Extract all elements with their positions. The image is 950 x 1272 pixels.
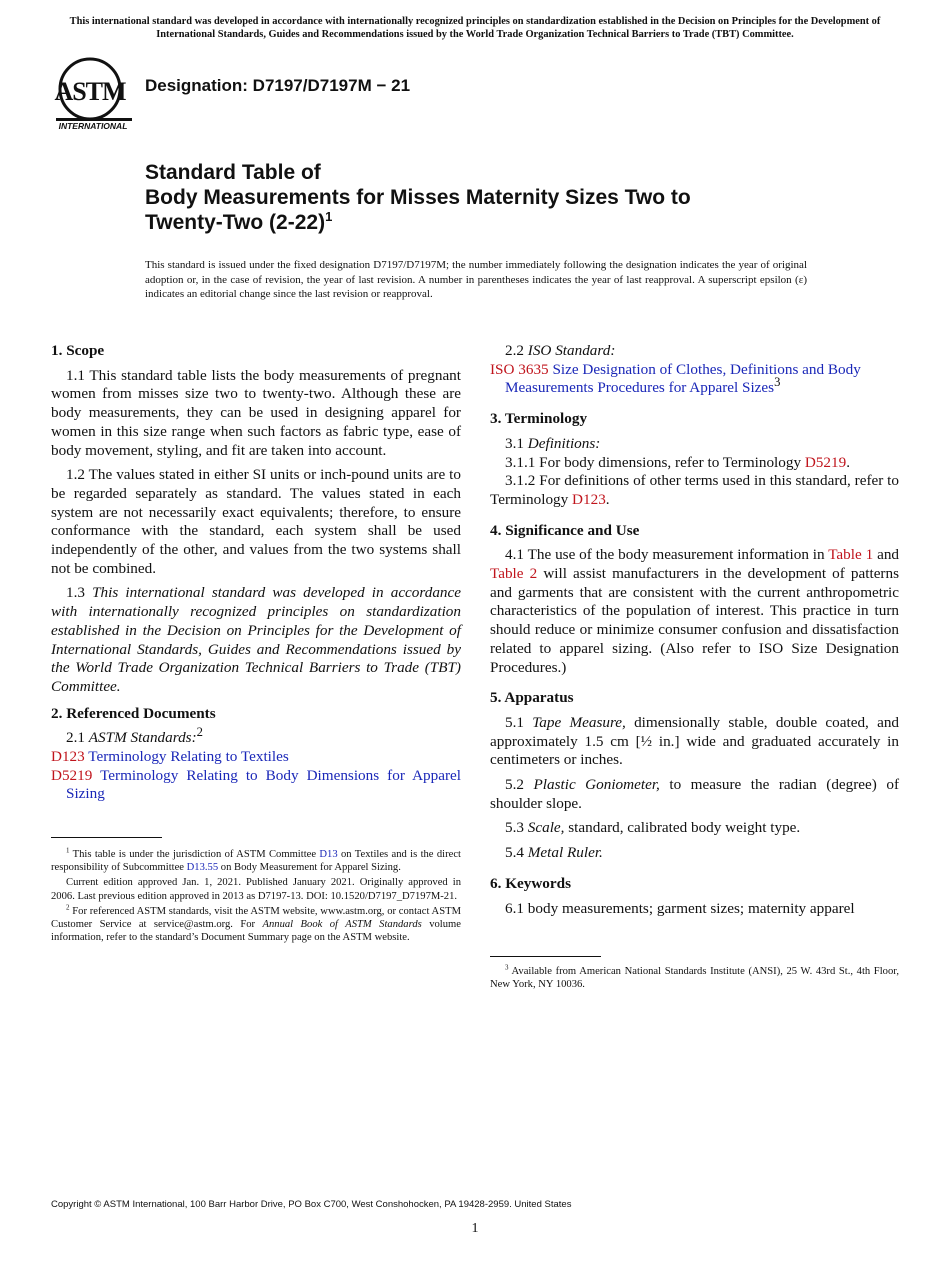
footnote-2: $^2$ For referenced ASTM standards, visit the ASTM website, www.astm.org, or contact ASTM Customer Service at service@astm.org. For Annual Book of ASTM Standards volume information, refer to the standard’s Document Summary page on the ASTM website. xyxy=(51,903,461,944)
link-table-2[interactable]: Table 2 xyxy=(490,565,538,583)
section-heading-significance: 4. Significance and Use xyxy=(490,521,640,539)
footnote-1: $^1$ This table is under the jurisdiction of ASTM Committee D13 on Textiles and is the direct responsibility of Subcommittee D13.55 on Body Measurement for Apparel Sizing. xyxy=(51,846,461,874)
paragraph-4-1: 4.1 The use of the body measurement information in Table 1 and Table 2 will assist manufacturers in the development of patterns and garments that are consistent with the current anthropometric characteristics of the population of interest. This practice in turn should reduce or minimize consumer confusion and dissatisfaction related to apparel sizing. (Also refer to ISO Size Designation Procedures.) xyxy=(490,546,900,676)
svg-text:ASTM: ASTM xyxy=(54,77,126,106)
section-heading-scope: 1. Scope xyxy=(51,342,105,359)
issue-note: This standard is issued under the fixed designation D7197/D7197M; the number immediately following the designation indicates the year of original adoption or, in the case of revision, the year of last revision. A number in parentheses indicates the year of last reapproval. A superscript epsilon (ε) indicates an editorial change since the last revision or reapproval. xyxy=(145,259,807,300)
page-number: 1 xyxy=(471,1221,479,1236)
footnote-3: $^3$ Available from American National Standards Institute (ANSI), 25 W. 43rd St., 4th Floor, New York, NY 10036. xyxy=(490,963,899,991)
designation: Designation: D7197/D7197M − 21 xyxy=(145,76,411,95)
link-iso-3635-title[interactable]: Size Designation of Clothes, Definitions and Body Measurements Procedures for Apparel Sizes xyxy=(505,360,861,397)
section-heading-apparatus: 5. Apparatus xyxy=(490,689,574,707)
footnote-1-edition: Current edition approved Jan. 1, 2021. Published January 2021. Originally approved in 2006. Last previous edition approved in 2013 as D7197-13. DOI: 10.1520/D7197_D7197M-21. xyxy=(51,877,461,902)
astm-logo xyxy=(52,56,134,132)
section-heading-terminology: 3. Terminology xyxy=(490,410,588,428)
title-line-2: Body Measurements for Misses Maternity Sizes Two to xyxy=(145,186,691,209)
footnotes-right xyxy=(490,965,899,993)
paragraph-6-1: 6.1 body measurements; garment sizes; maternity apparel xyxy=(505,899,855,917)
paragraph-3-1-1: 3.1.1 For body dimensions, refer to Terminology D5219. xyxy=(505,453,850,471)
link-d5219[interactable]: D5219 xyxy=(51,766,93,784)
reference-iso-3635: ISO 3635 Size Designation of Clothes, Definitions and Body Measurements Procedures for Apparel Sizes$^3$ xyxy=(490,360,861,397)
link-d123[interactable]: D123 xyxy=(51,748,85,766)
iso-standard-label: 2.2 ISO Standard: xyxy=(505,342,616,359)
reference-d5219 xyxy=(51,767,461,804)
paragraph-1-3: 1.3 This international standard was developed in accordance with internationally recognized principles on standardization established in the Decision on Principles for the Development of International Standards, Guides and Recommendations issued by the World Trade Organization Technical Barriers to Trade (TBT) Committee. xyxy=(51,584,462,695)
link-d13-55[interactable]: D13.55 xyxy=(186,862,219,874)
section-heading-referenced-documents: 2. Referenced Documents xyxy=(51,704,216,722)
section-heading-keywords: 6. Keywords xyxy=(490,874,571,892)
title-line-3: Twenty-Two $(2-22)^1$ xyxy=(145,209,333,234)
link-d13[interactable]: D13 xyxy=(319,849,338,860)
paragraph-1-1: 1.1 This standard table lists the body measurements of pregnant women from misses size two to twenty-two. Although these are body measurements, they can be used in designing apparel for women in this size range when such factors as fabric type, ease of body movement, styling, and fit are taken into account. xyxy=(51,366,461,459)
astm-standards-label: 2.1 ASTM Standards:$^2$ xyxy=(66,725,203,747)
title-footnote-ref[interactable]: 1 xyxy=(325,209,333,224)
paragraph-5-1: 5.1 Tape Measure, dimensionally stable, double coated, and approximately 1.5 cm [½ in.] wide and graduated accurately in centimeters or inches. xyxy=(490,713,900,769)
link-d5219-title[interactable]: Terminology Relating to Body Dimensions for Apparel Sizing xyxy=(66,766,461,803)
svg-text:INTERNATIONAL: INTERNATIONAL xyxy=(58,121,128,131)
footnote-divider-right xyxy=(490,956,601,957)
link-iso-3635[interactable]: ISO 3635 xyxy=(490,360,549,378)
paragraph-5-3: 5.3 Scale, standard, calibrated body weight type. xyxy=(505,819,801,837)
paragraph-3-1: 3.1 Definitions: xyxy=(505,434,601,452)
left-column xyxy=(51,342,461,804)
footnote-divider xyxy=(51,837,162,838)
link-d5219-term[interactable]: D5219 xyxy=(804,453,847,471)
link-d123-title[interactable]: Terminology Relating to Textiles xyxy=(88,748,289,766)
paragraph-5-2: 5.2 Plastic Goniometer, to measure the radian (degree) of shoulder slope. xyxy=(490,776,900,812)
right-column xyxy=(490,342,899,924)
reference-d123 xyxy=(51,748,461,767)
paragraph-3-1-2: 3.1.2 For definitions of other terms used in this standard, refer to Terminology D123. xyxy=(490,472,899,508)
link-table-1[interactable]: Table 1 xyxy=(828,546,874,564)
copyright-notice: Copyright © ASTM International, 100 Barr Harbor Drive, PO Box C700, West Conshohocken, PA 19428-2959. United States xyxy=(51,1199,572,1210)
document-title xyxy=(145,160,845,235)
link-d123-term[interactable]: D123 xyxy=(572,490,606,508)
tbt-banner: This international standard was developed in accordance with internationally recognized principles on standardization established in the Decision on Principles for the Development of International Standards, Guides and Recommendations issued by the World Trade Organization Technical Barriers to Trade (TBT) Committee. xyxy=(69,16,881,40)
footnotes-left xyxy=(51,848,461,946)
paragraph-5-4: 5.4 Metal Ruler. xyxy=(505,844,603,862)
paragraph-1-2: 1.2 The values stated in either SI units or inch-pound units are to be regarded separately as standard. The values stated in each system are not necessarily exact equivalents; therefore, to ensure conformance with the standard, each system shall be used independently of the other, and values from the two systems shall not be combined. xyxy=(51,466,461,577)
title-line-1: Standard Table of xyxy=(145,161,321,184)
